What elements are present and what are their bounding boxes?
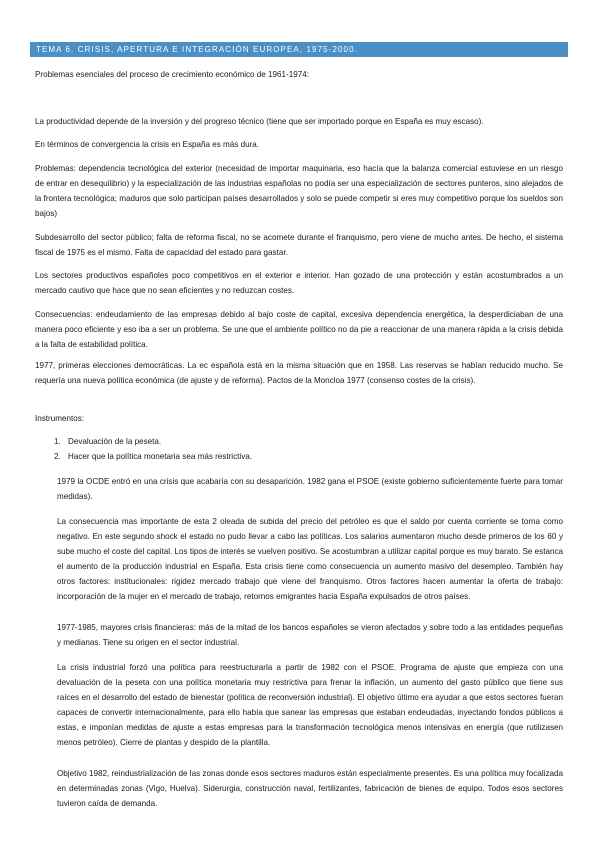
- section-title-bar: [30, 42, 568, 57]
- list-item-number: 2.: [54, 452, 61, 461]
- instruments-list: [35, 434, 563, 464]
- paragraph-1977: 1977, primeras elecciones democráticas. La ec española está en la misma situación que en 1958. Las reservas se habían reducido mucho. Se requería una nueva política económica (de ajuste y de reforma). Pactos de la Moncloa 1977 (consenso costes de la crisis).: [35, 361, 563, 385]
- paragraph-objetivo-1982: Objetivo 1982, reindustrialización de las zonas donde esos sectores maduros están especialmente presentes. Es una política muy focalizada en determinadas zonas (Vigo, Huelva). Siderurgia, construcción naval, fertilizantes, fabricación de bienes de equipo. Todos esos sectores tuvieron caída de demanda.: [57, 769, 563, 808]
- paragraph-productividad: La productividad depende de la inversión y del progreso técnico (tiene que ser importado porque en España es muy escaso).: [35, 117, 484, 126]
- paragraph-consecuencia-petroleo: La consecuencia mas importante de esta 2 oleada de subida del precio del petróleo es que el saldo por cuenta corriente se torna como negativo. En este segundo shock el estado no pudo llevar a cabo las políticas. Los salarios aumentaron mucho desde primeros de los 60 y sube mucho el coste del capital. Los tipos de interés se vuelven positivo. Se acostumbran a utilizar capital porque es muy barato. Se estanca el aumento de la producción industrial en España. Esta crisis tiene como consecuencia un aumento masivo del desempleo. También hay otros factores: institucionales: rigidez mercado trabajo que viene del franquismo. Otros factores hacen aumentar la oferta de trabajo: incorporación de la mujer en el mercado de trabajo, retornos emigrantes hacia España expulsados de otros países.: [57, 517, 563, 601]
- paragraph-crisis-financieras: 1977-1985, mayores crisis financieras: más de la mitad de los bancos españoles se vieron afectados y sobre todo a las entidades pequeñas y medianas. Tiene su origen en el sector industrial.: [57, 623, 563, 647]
- paragraph-sector-publico: Subdesarrollo del sector público; falta de reforma fiscal, no se acomete durante el franquismo, pero viene de mucho antes. De hecho, el sistema fiscal de 1975 es el mismo. Falta de capacidad del estado para gastar.: [35, 233, 563, 257]
- paragraph-sectores-productivos: Los sectores productivos españoles poco competitivos en el exterior e interior. Han gozado de una protección y están acostumbrados a un mercado cautivo que hace que no sean eficientes y no reduzcan costes.: [35, 271, 563, 295]
- section-title: TEMA 6. CRISIS, APERTURA E INTEGRACIÓN EUROPEA, 1975-2000.: [36, 45, 358, 54]
- list-item: [35, 449, 563, 464]
- list-item-number: 1.: [54, 437, 61, 446]
- paragraph-problemas: Problemas: dependencia tecnológica del exterior (necesidad de importar maquinaria, eso hacía que la balanza comercial estuviese en un riesgo de entrar en desequilibrio) y la especialización de las industrias españolas no podía ser una especialización de sectores punteros, sino alejados de la frontera tecnológica; maduros que solo participan países desarrollados y solo se puede competir si eres muy competitivo porque los sueldos son bajos): [35, 164, 563, 218]
- subtitle: Problemas esenciales del proceso de crecimiento económico de 1961-1974:: [35, 70, 309, 79]
- instrumentos-heading: Instrumentos:: [35, 414, 85, 423]
- paragraph-1979: 1979 la OCDE entró en una crisis que acabaría con su desaparición. 1982 gana el PSOE (existe gobierno suficientemente fuerte para tomar medidas).: [57, 477, 563, 501]
- paragraph-consecuencias: Consecuencias: endeudamiento de las empresas debido al bajo coste de capital, excesiva dependencia energética, la desperdiciaban de una manera poco eficiente y eso iba a ser un problema. Se une que el ambiente político no da pie a reaccionar de una manera rápida a la crisis debida a la falta de estabilidad política.: [35, 310, 563, 349]
- paragraph-convergencia: En términos de convergencia la crisis en España es más dura.: [35, 140, 260, 149]
- list-item-text: Hacer que la política monetaria sea más restrictiva.: [68, 452, 252, 461]
- list-item-text: Devaluación de la peseta.: [68, 437, 162, 446]
- list-item: [35, 434, 563, 449]
- paragraph-crisis-industrial: La crisis industrial forzó una política para reestructurarla a partir de 1982 con el PSOE. Programa de ajuste que empieza con una devaluación de la peseta con una política monetaria muy restrictiva para frenar la inflación, un aumento del gasto público que tiene sus raíces en el desarrollo del estado de bienestar (política de reconversión industrial). El objetivo último era ayudar a que estos sectores fueran capaces de convertir internacionalmente, para ello había que sanear las empresas que estaban endeudadas, inyectando fondos públicos a estas, e imponían medidas de ajuste a estas empresas para la transformación tecnológica menos intensivas en energía (que rutilizasen menos petróleo). Cierre de plantas y despido de la plantilla.: [57, 663, 563, 747]
